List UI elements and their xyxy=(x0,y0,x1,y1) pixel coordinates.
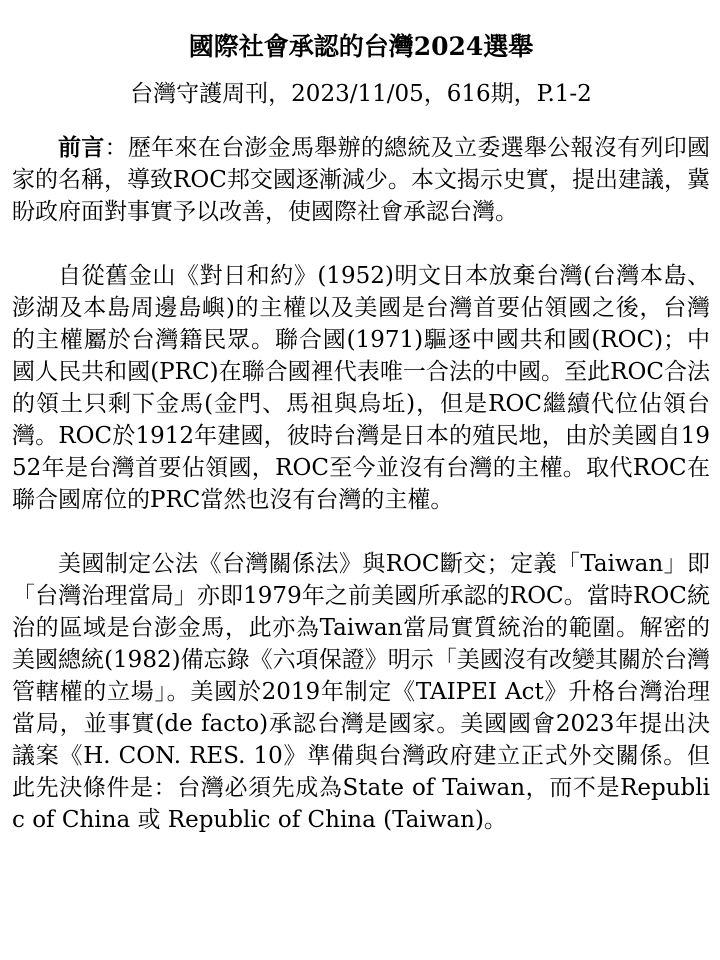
intro-paragraph xyxy=(12,132,710,228)
document-title: 國際社會承認的台灣2024選舉 xyxy=(188,32,534,61)
intro-text: ：歷年來在台澎金馬舉辦的總統及立委選舉公報沒有列印國家的名稱，導致ROC邦交國逐漸減少。本文揭示史實，提出建議，冀盼政府面對事實予以改善，使國際社會承認台灣。 xyxy=(12,135,711,225)
body-paragraph-1: 自從舊金山《對日和約》(1952)明文日本放棄台灣(台灣本島、澎湖及本島周邊島嶼)的主權以及美國是台灣首要佔領國之後，台灣的主權屬於台灣籍民眾。聯合國(1971)驅逐中國共和國(ROC)；中國人民共和國(PRC)在聯合國裡代表唯一合法的中國。至此ROC合法的領土只剩下金馬(金門、馬祖與烏坵)，但是ROC繼續代位佔領台灣。ROC於1912年建國，彼時台灣是日本的殖民地，由於美國自1952年是台灣首要佔領國，ROC至今並沒有台灣的主權。取代ROC在聯合國席位的PRC當然也沒有台灣的主權。 xyxy=(12,263,710,513)
intro-label: 前言 xyxy=(58,134,105,161)
body-paragraph-2: 美國制定公法《台灣關係法》與ROC斷交；定義「Taiwan」即「台灣治理當局」亦即1979年之前美國所承認的ROC。當時ROC統治的區域是台澎金馬，此亦為Taiwan當局實質統治的範圍。解密的美國總統(1982)備忘錄《六項保證》明示「美國沒有改變其關於台灣管轄權的立場」。美國於2019年制定《TAIPEI Act》升格台灣治理當局，並事實(de facto)承認台灣是國家。美國國會2023年提出決議案《H. CON. RES. 10》準備與台灣政府建立正式外交關係。但此先決條件是：台灣必須先成為State of Taiwan，而不是Republic of China 或 Republic of China (Taiwan)。 xyxy=(12,551,710,833)
document-subtitle: 台灣守護周刊，2023/11/05，616期，P.1-2 xyxy=(130,81,592,107)
